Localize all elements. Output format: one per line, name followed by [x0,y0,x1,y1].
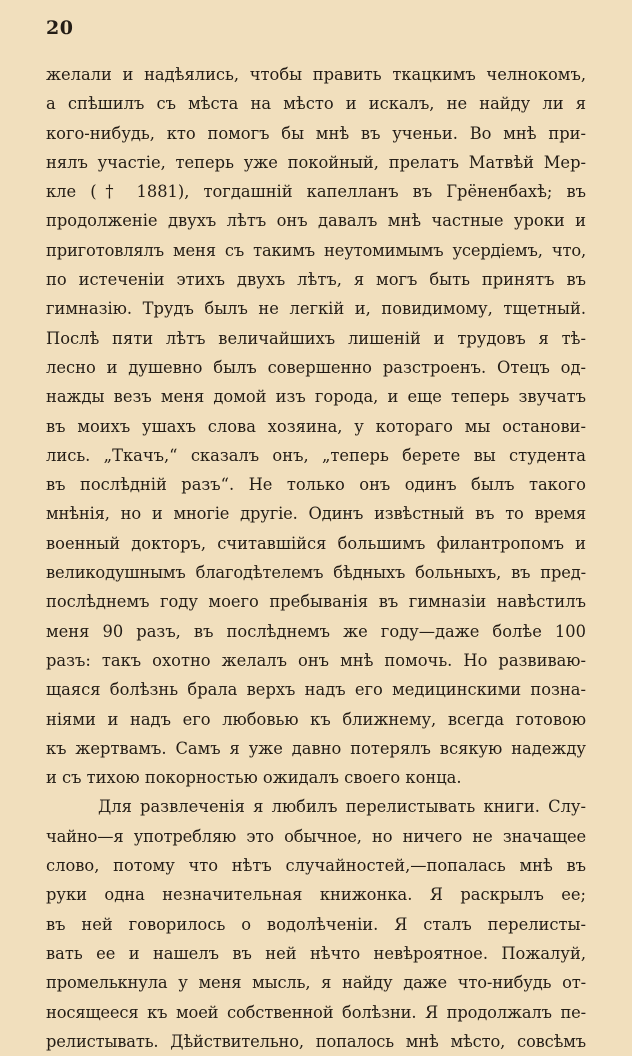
text-line: щаяся болѣзнь брала верхъ надъ его медицинскими позна- [46,680,586,700]
text-line: мнѣнія, но и многіе другіе. Одинъ извѣстный въ то время [46,504,586,524]
text-line: въ ней говорилось о водолѣченіи. Я сталъ перелисты- [46,914,586,934]
text-line: приготовлялъ меня съ такимъ неутомимымъ усердіемъ, что, [46,240,586,260]
text-line: а спѣшилъ съ мѣста на мѣсто и искалъ, не найду ли я [46,94,586,114]
text-line: и съ тихою покорностью ожидалъ своего конца. [46,768,462,788]
text-line: кого-нибудь, кто помогъ бы мнѣ въ ученьи. Во мнѣ при- [46,123,586,143]
text-line: чайно—я употребляю это обычное, но ничего не значащее [46,826,586,846]
text-line: разъ: такъ охотно желалъ онъ мнѣ помочь. Но развиваю- [46,650,586,670]
text-line: нялъ участіе, теперь уже покойный, прелатъ Матвѣй Мер- [46,152,586,172]
text-line: лись. „Ткачъ,“ сказалъ онъ, „теперь берете вы студента [46,445,586,465]
text-line: вать ее и нашелъ въ ней нѣчто невѣроятное. Пожалуй, [46,943,586,963]
text-line: лесно и душевно былъ совершенно разстроенъ. Отецъ од- [46,357,586,377]
text-line: желали и надѣялись, чтобы править ткацкимъ челнокомъ, [46,65,586,84]
text-line: ніями и надъ его любовью къ ближнему, всегда готовою [46,709,586,729]
text-line: въ моихъ ушахъ слова хозяина, у котораго мы останови- [46,416,586,436]
text-line: промелькнула у меня мысль, я найду даже что-нибудь от- [46,973,586,993]
text-line: слово, потому что нѣтъ случайностей,—попалась мнѣ въ [46,856,586,876]
text-line: Для развлеченія я любилъ перелистывать книги. Слу- [98,797,586,817]
text-line: продолженіе двухъ лѣтъ онъ давалъ мнѣ частные уроки и [46,211,586,231]
page-number: 20 [46,17,74,39]
paragraph-1 [46,60,586,792]
text-line: руки одна незначительная книжонка. Я раскрылъ ее; [46,885,586,905]
text-line: великодушнымъ благодѣтелемъ бѣдныхъ больныхъ, въ пред- [46,563,586,583]
text-line: меня 90 разъ, въ послѣднемъ же году—даже болѣе 100 [46,621,586,641]
paragraph-2 [46,792,586,1056]
text-line: къ жертвамъ. Самъ я уже давно потерялъ всякую надежду [46,738,586,758]
text-line: въ послѣдній разъ“. Не только онъ одинъ былъ такого [46,475,586,495]
text-line: носящееся къ моей собственной болѣзни. Я продолжалъ пе- [46,1002,586,1022]
text-line: гимназію. Трудъ былъ не легкій и, повидимому, тщетный. [46,299,586,319]
text-line: военный докторъ, считавшійся большимъ филантропомъ и [46,533,586,553]
text-line: нажды везъ меня домой изъ города, и еще теперь звучатъ [46,387,586,407]
body-text [46,60,586,1056]
text-line: кле († 1881), тогдашній капелланъ въ Грёненбахѣ; въ [46,182,586,202]
text-line: релистывать. Дѣйствительно, попалось мнѣ мѣсто, совсѣмъ [46,1031,586,1051]
text-line: послѣднемъ году моего пребыванія въ гимназіи навѣстилъ [46,592,586,612]
text-line: по истеченіи этихъ двухъ лѣтъ, я могъ быть принятъ въ [46,270,586,290]
text-line: Послѣ пяти лѣтъ величайшихъ лишеній и трудовъ я тѣ- [46,328,586,348]
